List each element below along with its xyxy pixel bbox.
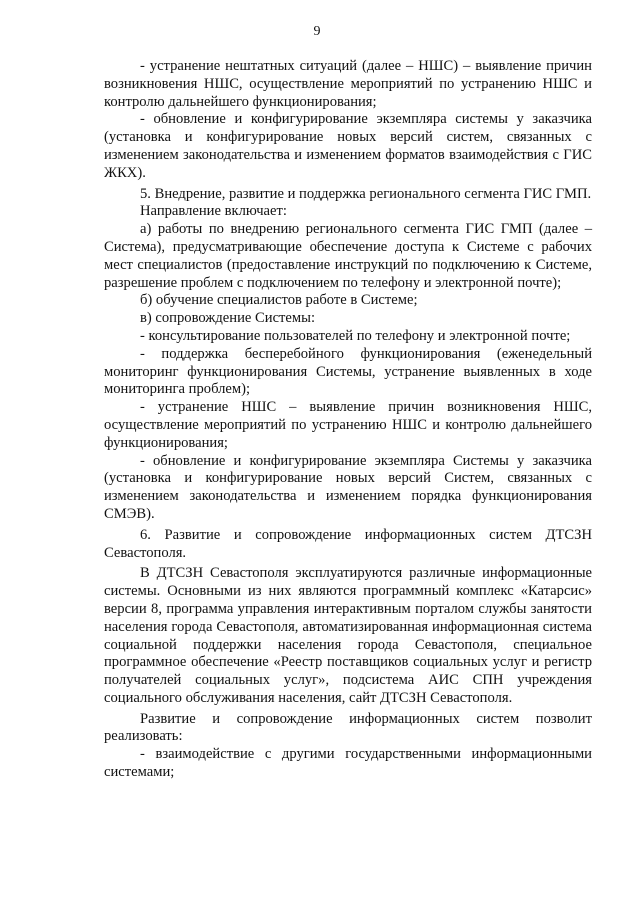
paragraph-direction-includes: Направление включает:	[140, 203, 287, 220]
paragraph-development-allows: Развитие и сопровождение информационных систем позволит реализовать:	[104, 710, 592, 745]
page-number: 9	[313, 24, 321, 39]
paragraph-interaction-gis: - взаимодействие с другими государственными информационными системами;	[104, 746, 592, 781]
document-body	[104, 58, 592, 782]
paragraph-section-5-heading: 5. Внедрение, развитие и поддержка регионального сегмента ГИС ГМП.	[140, 185, 592, 202]
paragraph-item-v: в) сопровождение Системы:	[140, 310, 316, 327]
paragraph-dtszn-systems: В ДТСЗН Севастополя эксплуатируются различные информационные системы. Основными из них являются программный комплекс «Катарсис» версии 8, программа управления интерактивным порталом службы занятости населения города Севастополя, автоматизированная информационная система социальной поддержки населения города Севастополя, специальное программное обеспечение «Реестр поставщиков социальных услуг и регистр получателей социальных услуг», подсистема АИС СПН учреждения социального обслуживания населения, сайт ДТСЗН Севастополя.	[104, 565, 592, 706]
paragraph-item-a: а) работы по внедрению регионального сегмента ГИС ГМП (далее – Система), предусматривающие обеспечение доступа к Системе с рабочих мест специалистов (предоставление инструкций по подключению к Системе, разрешение проблем с подключением по телефону и электронной почте);	[104, 221, 592, 291]
paragraph-nshs-elimination-system: - устранение НШС – выявление причин возникновения НШС, осуществление мероприятий по устранению НШС и контролю дальнейшего функционирования;	[104, 399, 592, 451]
paragraph-section-6-heading: 6. Развитие и сопровождение информационных систем ДТСЗН Севастополя.	[104, 526, 592, 561]
paragraph-system-update-smev: - обновление и конфигурирование экземпляра Системы у заказчика (установка и конфигурирование новых версий Систем, связанных с изменением законодательства и изменением порядка функционирования СМЭВ).	[104, 452, 592, 522]
paragraph-nshs-elimination: - устранение нештатных ситуаций (далее – НШС) – выявление причин возникновения НШС, осуществление мероприятий по устранению НШС и контролю дальнейшего функционирования;	[104, 58, 592, 110]
paragraph-consulting: - консультирование пользователей по телефону и электронной почте;	[140, 327, 571, 344]
paragraph-system-update-gis-zhkh: - обновление и конфигурирование экземпляра системы у заказчика (установка и конфигурирование новых версий систем, связанных с изменением законодательства и изменением форматов взаимодействия с ГИС ЖКХ).	[104, 111, 592, 181]
paragraph-item-b: б) обучение специалистов работе в Системе;	[140, 292, 418, 309]
paragraph-uninterrupted-support: - поддержка бесперебойного функционирования (еженедельный мониторинг функционирования Системы, устранение выявленных в ходе мониторинга проблем);	[104, 345, 592, 398]
